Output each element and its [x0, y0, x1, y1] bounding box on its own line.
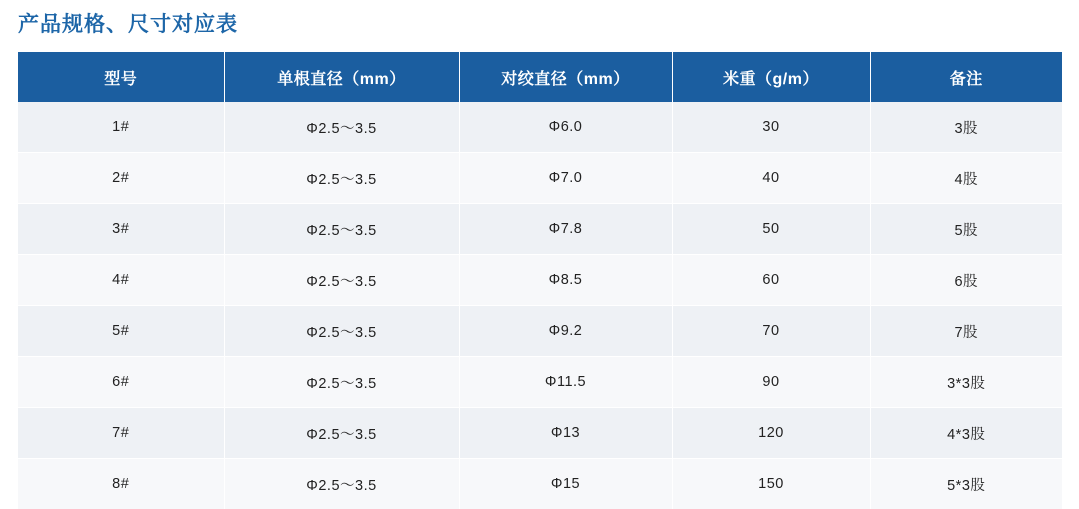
cell-remark: 3*3股 [870, 357, 1062, 408]
cell-model: 4# [18, 255, 224, 306]
cell-twisted-diameter: Φ7.0 [459, 153, 672, 204]
table-header-cell-weight-per-meter: 米重（g/m） [672, 52, 870, 102]
table-row [18, 204, 1062, 255]
cell-model: 8# [18, 459, 224, 509]
cell-single-diameter: Φ2.5～3.5 [224, 459, 459, 509]
cell-model: 3# [18, 204, 224, 255]
cell-weight-per-meter: 40 [672, 153, 870, 204]
cell-model: 7# [18, 408, 224, 459]
cell-remark: 4*3股 [870, 408, 1062, 459]
table-header-cell-model: 型号 [18, 52, 224, 102]
cell-single-diameter: Φ2.5～3.5 [224, 204, 459, 255]
cell-single-diameter: Φ2.5～3.5 [224, 153, 459, 204]
cell-weight-per-meter: 150 [672, 459, 870, 509]
spec-table-container [18, 52, 1062, 509]
table-body [18, 102, 1062, 509]
table-row [18, 255, 1062, 306]
cell-single-diameter: Φ2.5～3.5 [224, 306, 459, 357]
table-row [18, 357, 1062, 408]
cell-remark: 5股 [870, 204, 1062, 255]
table-row [18, 306, 1062, 357]
cell-weight-per-meter: 120 [672, 408, 870, 459]
table-header-cell-single-diameter: 单根直径（mm） [224, 52, 459, 102]
cell-twisted-diameter: Φ8.5 [459, 255, 672, 306]
cell-twisted-diameter: Φ9.2 [459, 306, 672, 357]
cell-single-diameter: Φ2.5～3.5 [224, 357, 459, 408]
table-header-cell-remark: 备注 [870, 52, 1062, 102]
cell-weight-per-meter: 30 [672, 102, 870, 153]
cell-weight-per-meter: 50 [672, 204, 870, 255]
spec-table [18, 52, 1062, 509]
cell-model: 5# [18, 306, 224, 357]
table-header [18, 52, 1062, 102]
table-row [18, 153, 1062, 204]
cell-model: 6# [18, 357, 224, 408]
table-header-cell-twisted-diameter: 对绞直径（mm） [459, 52, 672, 102]
table-row [18, 459, 1062, 509]
cell-weight-per-meter: 60 [672, 255, 870, 306]
cell-model: 2# [18, 153, 224, 204]
page-title: 产品规格、尺寸对应表 [18, 8, 238, 38]
cell-twisted-diameter: Φ7.8 [459, 204, 672, 255]
cell-model: 1# [18, 102, 224, 153]
cell-remark: 3股 [870, 102, 1062, 153]
cell-twisted-diameter: Φ6.0 [459, 102, 672, 153]
cell-weight-per-meter: 70 [672, 306, 870, 357]
table-row [18, 102, 1062, 153]
table-header-row [18, 52, 1062, 102]
cell-twisted-diameter: Φ15 [459, 459, 672, 509]
cell-weight-per-meter: 90 [672, 357, 870, 408]
cell-single-diameter: Φ2.5～3.5 [224, 408, 459, 459]
cell-remark: 5*3股 [870, 459, 1062, 509]
cell-single-diameter: Φ2.5～3.5 [224, 255, 459, 306]
cell-remark: 4股 [870, 153, 1062, 204]
cell-single-diameter: Φ2.5～3.5 [224, 102, 459, 153]
cell-remark: 6股 [870, 255, 1062, 306]
cell-twisted-diameter: Φ13 [459, 408, 672, 459]
table-row [18, 408, 1062, 459]
cell-remark: 7股 [870, 306, 1062, 357]
cell-twisted-diameter: Φ11.5 [459, 357, 672, 408]
